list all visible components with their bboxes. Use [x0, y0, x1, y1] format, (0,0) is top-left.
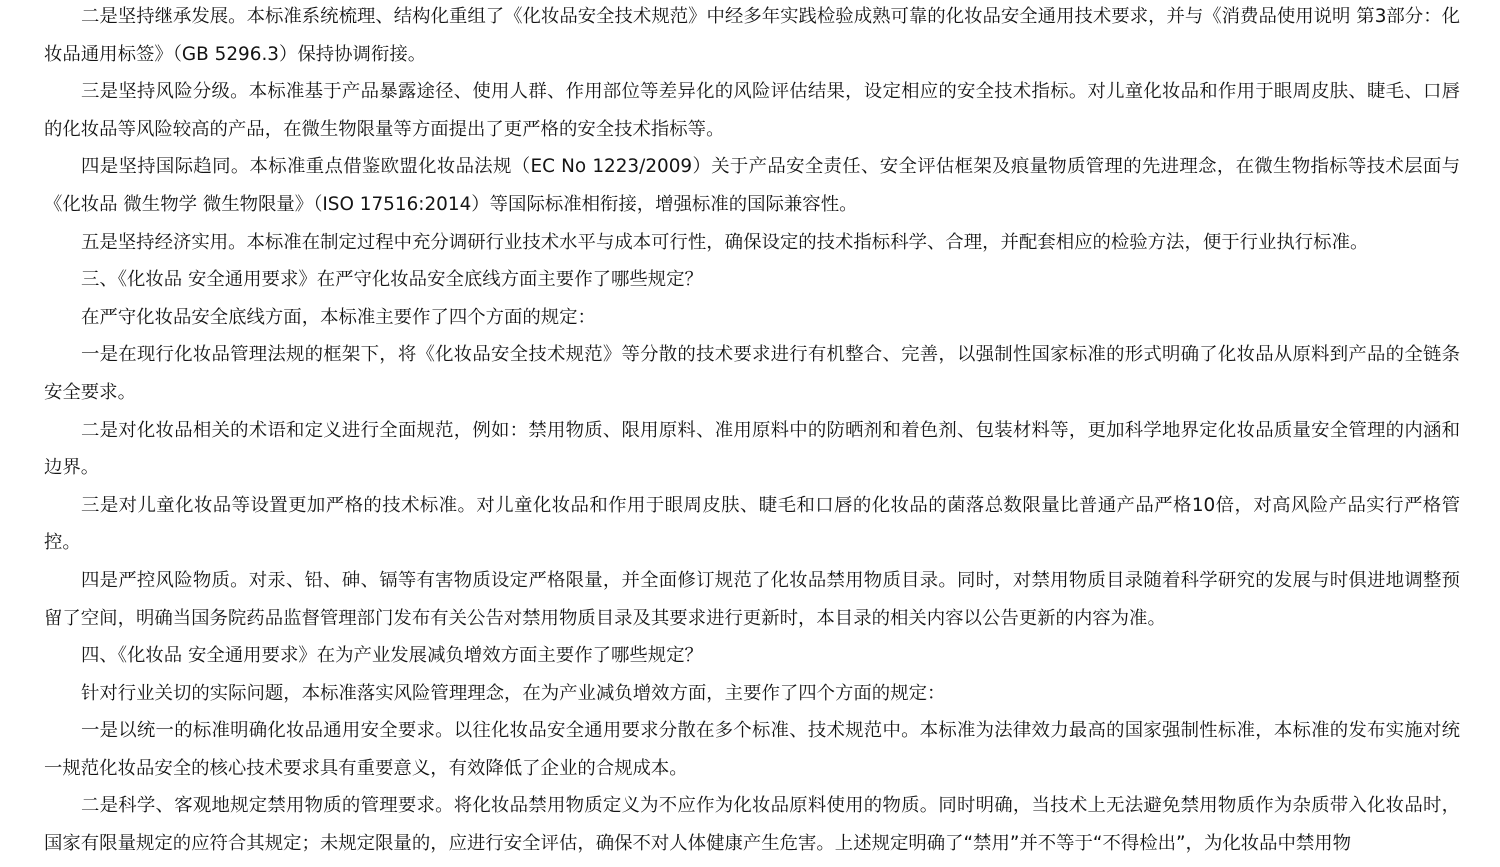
paragraph-baseline-point-4: 四是严控风险物质。对汞、铅、砷、镉等有害物质设定严格限量，并全面修订规范了化妆品禁用物质目录。同时，对禁用物质目录随着科学研究的发展与时俱进地调整预留了空间，明确当国务院药品监督管理部门发布有关公告对禁用物质目录及其要求进行更新时，本目录的相关内容以公告更新的内容为准。 — [44, 569, 1460, 629]
paragraph-safety-baseline-intro: 在严守化妆品安全底线方面，本标准主要作了四个方面的规定： — [81, 306, 596, 328]
paragraph-baseline-point-1: 一是在现行化妆品管理法规的框架下，将《化妆品安全技术规范》等分散的技术要求进行有机整合、完善，以强制性国家标准的形式明确了化妆品从原料到产品的全链条安全要求。 — [44, 344, 1460, 403]
paragraph-inheritance-development: 二是坚持继承发展。本标准系统梳理、结构化重组了《化妆品安全技术规范》中经多年实践检验成熟可靠的化妆品安全通用技术要求，并与《消费品使用说明 第3部分：化妆品通用标签》（GB 5296.3）保持协调衔接。 — [44, 6, 1460, 65]
paragraph-economic-practicality: 五是坚持经济实用。本标准在制定过程中充分调研行业技术水平与成本可行性，确保设定的技术指标科学、合理，并配套相应的检验方法，便于行业执行标准。 — [81, 231, 1369, 253]
paragraph-baseline-point-2: 二是对化妆品相关的术语和定义进行全面规范，例如：禁用物质、限用原料、准用原料中的防晒剂和着色剂、包装材料等，更加科学地界定化妆品质量安全管理的内涵和边界。 — [44, 419, 1460, 479]
paragraph-industry-point-1: 一是以统一的标准明确化妆品通用安全要求。以往化妆品安全通用要求分散在多个标准、技术规范中。本标准为法律效力最高的国家强制性标准，本标准的发布实施对统一规范化妆品安全的核心技术要求具有重要意义，有效降低了企业的合规成本。 — [44, 720, 1460, 779]
paragraph-risk-grading: 三是坚持风险分级。本标准基于产品暴露途径、使用人群、作用部位等差异化的风险评估结果，设定相应的安全技术指标。对儿童化妆品和作用于眼周皮肤、睫毛、口唇的化妆品等风险较高的产品，在微生物限量等方面提出了更严格的安全技术指标等。 — [44, 81, 1460, 140]
paragraph-baseline-point-3: 三是对儿童化妆品等设置更加严格的技术标准。对儿童化妆品和作用于眼周皮肤、睫毛和口唇的化妆品的菌落总数限量比普通产品严格10倍，对高风险产品实行严格管控。 — [44, 494, 1460, 554]
paragraph-international-alignment: 四是坚持国际趋同。本标准重点借鉴欧盟化妆品法规（EC No 1223/2009）关于产品安全责任、安全评估框架及痕量物质管理的先进理念，在微生物指标等技术层面与《化妆品 微生物学 微生物限量》（ISO 17516:2014）等国际标准相衔接，增强标准的国际兼容性。 — [44, 156, 1460, 215]
section-heading-industry-burden: 四、《化妆品 安全通用要求》在为产业发展减负增效方面主要作了哪些规定？ — [81, 645, 703, 667]
paragraph-industry-burden-intro: 针对行业关切的实际问题，本标准落实风险管理理念，在为产业减负增效方面，主要作了四个方面的规定： — [81, 682, 946, 704]
paragraph-industry-point-2: 二是科学、客观地规定禁用物质的管理要求。将化妆品禁用物质定义为不应作为化妆品原料使用的物质。同时明确，当技术上无法避免禁用物质作为杂质带入化妆品时，国家有限量规定的应符合其规定；未规定限量的，应进行安全评估，确保不对人体健康产生危害。上述规定明确了“禁用”并不等于“不得检出”，为化妆品中禁用物 — [44, 795, 1460, 855]
section-heading-safety-baseline: 三、《化妆品 安全通用要求》在严守化妆品安全底线方面主要作了哪些规定？ — [81, 269, 703, 291]
